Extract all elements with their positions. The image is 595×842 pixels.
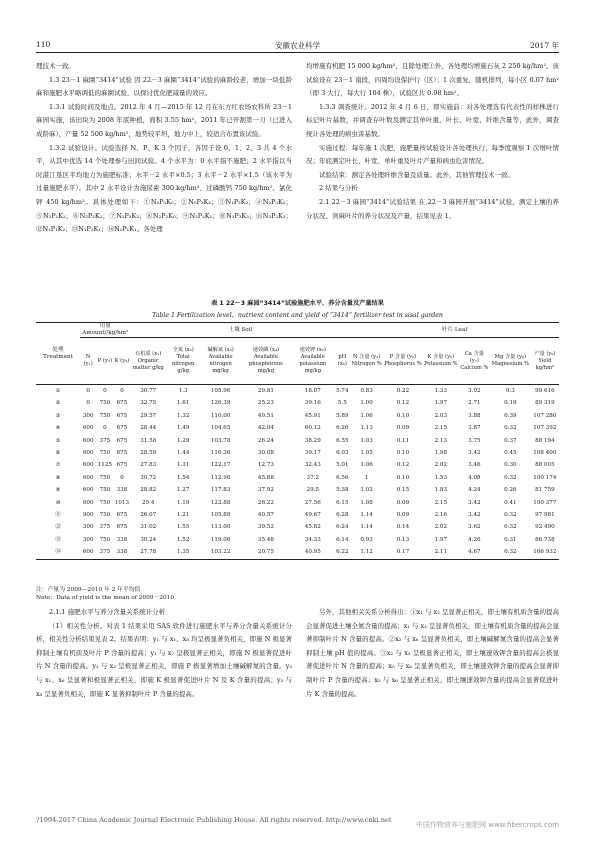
table-cell: 0	[120, 388, 124, 394]
table-cell: 600	[82, 462, 94, 469]
table-cell: 105.88	[210, 512, 231, 519]
table-cell: 750	[99, 499, 111, 506]
table-cell: ⑭	[36, 546, 80, 559]
table-cell: 338	[116, 536, 128, 543]
left-col-paragraph: 1.3.1 试验时间及地点。2012 年 4 月—2015 年 12 月在东方红农场农科所 23－1 麻园实施，该田块为 2008 年底种植，面积 3.55 hm²，2011 年已开割第一刀（已进入成龄麻），产量 52 500 kg/hm²，地势较平坦，地力中上，较适合布置该试验。	[36, 102, 292, 138]
table-cell: ③	[55, 412, 61, 419]
right-col-paragraph: 试验结束：测定各处理纤维含量及质量。此外，其他管理技术一致。	[319, 170, 514, 179]
right-col-paragraph: 2 结果与分析	[319, 184, 358, 193]
table-cell: 0.22	[396, 388, 410, 394]
table-row	[36, 422, 559, 434]
table-cell: 0.26	[504, 487, 517, 494]
table-cell: 92 490	[535, 524, 555, 531]
table-note-en: Note：Data of yield is the mean of 2009－2010	[36, 595, 175, 601]
table-cell: 2.11	[423, 546, 459, 559]
column-header: P (y₂)	[97, 357, 112, 364]
table-cell: 31.58	[140, 437, 157, 444]
table-cell: 600	[82, 474, 94, 481]
table-cell: 27.83	[140, 462, 157, 469]
table-cell: 5.38	[336, 487, 349, 494]
table-cell: 1.35	[166, 546, 201, 559]
table-cell: 105.96	[210, 388, 231, 394]
treatment-header: 处理 Treatment	[36, 323, 80, 385]
table-cell: 1.98	[434, 450, 448, 457]
table-cell: 113.00	[210, 524, 231, 531]
column-header: K (y₃)	[114, 357, 130, 364]
table-note-cn: 注：产量为 2009—2010 年 2 年平均值	[36, 587, 141, 593]
table-cell: 0.13	[396, 536, 410, 543]
table-cell: 49.51	[257, 412, 274, 419]
table-cell: 1.05	[360, 450, 373, 457]
table-cell: 5.5	[337, 400, 347, 407]
table-cell: 45.91	[304, 412, 321, 419]
table-cell: 1.06	[360, 462, 373, 469]
table-cell: 106 932	[531, 546, 559, 559]
table-cell: 0.30	[504, 462, 517, 469]
table-cell: 30.72	[140, 474, 157, 481]
table-cell: 97 981	[535, 512, 555, 519]
table-cell: ⑦	[55, 462, 61, 469]
table-cell: 116.36	[210, 450, 231, 457]
table-row	[36, 484, 559, 496]
table-cell: 1.06	[360, 412, 373, 419]
table-cell: 6.56	[336, 474, 349, 481]
table-cell: 0.11	[396, 437, 410, 444]
table-cell: 29.5	[306, 487, 320, 494]
table-cell: 39.16	[304, 400, 321, 407]
table-cell: 3.46	[468, 462, 481, 469]
table-cell: 28.44	[140, 425, 157, 432]
table-cell: 375	[99, 437, 111, 444]
table-cell: 37.2	[306, 474, 320, 481]
table-cell: 1.13	[360, 425, 373, 432]
table-cell: 1.31	[176, 462, 190, 469]
table-cell: 1.00	[360, 400, 373, 407]
table-cell: 5.74	[336, 388, 349, 394]
table-caption-en: Table 1 Fertilization level，nutrient content and yield of “3414” fertilizer test in sisal garden	[152, 312, 443, 319]
table-cell: 35.48	[257, 536, 274, 543]
table-cell: 2.16	[434, 512, 448, 519]
table-cell: ⑫	[55, 524, 61, 531]
table-cell: 29.81	[257, 388, 274, 394]
copyright-line: ?1994-2017 China Academic Journal Electronic Publishing House. All rights reserved. http://www.cnki.net	[36, 816, 392, 824]
table-cell: 6.28	[336, 512, 349, 519]
column-header: 碱解氮 (x₃) Available nitrogen mg/kg	[207, 347, 234, 374]
table-cell: 108 400	[533, 450, 557, 457]
table-cell: 900	[82, 512, 94, 519]
table-cell: ⑬	[55, 536, 61, 543]
table-cell: 0.32	[504, 425, 517, 432]
right-col-paragraph: 实施过程：每年施 1 次肥，施肥量按试验设计各处理执行；每季度观察 1 次增叶情况；年底测定叶长、叶宽、单叶重及叶片产量和病虫危害情况。	[306, 143, 559, 166]
table-cell: 1.29	[176, 437, 190, 444]
table-cell: ⑤	[55, 437, 61, 444]
table-cell: 1.61	[176, 400, 190, 407]
table-cell: 1.14	[360, 524, 373, 531]
table-cell: 30.08	[257, 450, 274, 457]
table-cell: 122.88	[210, 499, 231, 506]
table-cell: 5.89	[336, 412, 349, 419]
table-cell: 29.57	[140, 412, 157, 419]
table-cell: 600	[82, 450, 94, 457]
table-cell: 1.19	[176, 499, 190, 506]
table-cell: 1	[364, 474, 369, 481]
table-cell: 38.29	[304, 437, 321, 444]
table-cell: 3.87	[468, 425, 481, 432]
table-cell: 26.22	[257, 499, 274, 506]
table-cell: 1.54	[176, 474, 190, 481]
table-cell: 675	[116, 512, 128, 519]
left-col-paragraph: 理技术一致。	[36, 62, 75, 70]
table-cell: 12.73	[257, 462, 274, 469]
table-cell: 3.75	[468, 437, 481, 444]
table-cell: 88 005	[535, 462, 555, 469]
table-cell: 117.83	[210, 487, 231, 494]
table-cell: 20.75	[241, 546, 291, 559]
table-cell: 1.53	[434, 474, 448, 481]
table-cell: 2.03	[434, 412, 448, 419]
table-cell: 99 616	[535, 388, 555, 394]
table-cell: 49.67	[304, 512, 321, 519]
leaf-group-header: 叶片 Leaf	[350, 323, 559, 338]
journal-name: 安徽农业科学	[275, 41, 320, 50]
table-cell: 600	[82, 487, 94, 494]
left-col-paragraph: 1.3.2 试验设计。试验选择 N、P、K 3 个因子，各因子设 0、1、2、3 共 4 个水平，从其中优选 14 个处理参与田间试验。4 个水平为：0 水平指不施肥；2 水平指以当时湛江垦区平均地力为施肥标准；水平－2 水平×0.5；3 水平－2 水平×1.5（该水平为过量施肥水平）。其中 2 水平设计为施尿素 300 kg/hm²、过磷酸钙 750 kg/hm²、氯化钾 450 kg/hm²。具体处理如下：①N₀P₀K₀；②N₀P₂K₂；③N₁P₂K₂；④N₂P₀K₂；⑤N₂P₁K₂；⑥N₂P₂K₂；⑦N₂P₃K₂；⑧N₂P₂K₀；⑨N₂P₂K₁；⑩N₂P₂K₃；⑪N₃P₂K₂；⑫N₁P₁K₂；⑬N₁P₂K₁；⑭N₂P₁K₁。各处理	[36, 143, 292, 234]
table-cell: 126.39	[210, 400, 231, 407]
table-cell: 1.21	[176, 512, 190, 519]
table-cell: 2.02	[434, 462, 448, 469]
table-cell: 3.42	[468, 512, 481, 519]
column-header: K 含量 (y₆) Potassium %	[424, 354, 458, 367]
table-cell: 0.83	[360, 388, 373, 394]
table-cell: 81 759	[535, 487, 555, 494]
table-cell: 45.88	[257, 474, 274, 481]
table-cell: 0.31	[504, 536, 517, 543]
amount-group-header: 用量 Amount//kg/hm²	[80, 323, 131, 338]
table-row	[36, 546, 559, 559]
table-cell: 0.32	[504, 474, 517, 481]
table-cell: 2.71	[468, 400, 481, 407]
table-cell: 4.26	[468, 536, 481, 543]
table-cell: 2.13	[434, 437, 448, 444]
table-cell: 0.32	[490, 546, 531, 559]
table-cell: 30.24	[140, 536, 157, 543]
table-cell: 6.15	[336, 499, 349, 506]
table-cell: 0.17	[383, 546, 423, 559]
column-header: Mg 含量 (y₈) Magnesium %	[491, 354, 530, 367]
table-cell: 100 377	[533, 499, 557, 506]
table-cell: 300	[82, 524, 94, 531]
column-header: Ca 含量 (y₇) Calcium %	[460, 350, 489, 371]
table-cell: 0	[103, 425, 107, 432]
table-cell: ⑧	[55, 474, 61, 481]
publication-year: 2017 年	[530, 41, 559, 50]
table-cell: 0.12	[396, 462, 410, 469]
table-cell: 338	[116, 487, 128, 494]
right-column	[306, 60, 559, 310]
table-row	[36, 385, 559, 398]
column-header: 速效磷 (x₄) Available phosphorous mg/kg	[248, 347, 283, 374]
table-cell: 39.52	[257, 524, 274, 531]
table-cell: 2.15	[434, 499, 448, 506]
left-col-paragraph: 1.3 23－1 麻園“3414”试验 因 22－3 麻園“3414”试验的麻龄较老，增加一块低龄麻和施肥水平略调低的麻園试验，以探讨优化肥减量的效应。	[36, 75, 292, 98]
table-cell: 28.59	[140, 450, 157, 457]
table-cell: 107 392	[533, 425, 557, 432]
table-cell: 112.98	[210, 474, 231, 481]
watermark: 中国作物营养与施肥网 www.fibercrops.com	[416, 821, 559, 829]
table-cell: 338	[113, 546, 130, 559]
table-cell: 675	[116, 462, 128, 469]
table-cell: 39.17	[304, 450, 321, 457]
table-cell: 0.93	[360, 536, 373, 543]
table-cell: 6.22	[334, 546, 350, 559]
table-cell: 750	[99, 512, 111, 519]
right-col-paragraph: 2.1 22－3 麻园“3414”试验结果 在 22－3 麻园开展“3414”试验，测定土壤的养分状况、剑麻叶片的养分状况及产量，结果见表 1。	[306, 197, 559, 220]
table-cell: 107 280	[533, 412, 557, 419]
table-cell: 4.67	[459, 546, 490, 559]
table-cell: 1.27	[176, 487, 190, 494]
table-cell: 1.3	[178, 388, 188, 394]
table-row	[36, 397, 559, 409]
table-cell: 29.4	[141, 499, 155, 506]
table-cell: 31.02	[140, 524, 157, 531]
table-cell: 1.33	[434, 388, 448, 394]
table-cell: 1.08	[360, 499, 373, 506]
table-cell: 675	[116, 524, 128, 531]
table-cell: 675	[116, 437, 128, 444]
table-cell: 40.57	[257, 512, 274, 519]
table-row	[36, 509, 559, 521]
table-cell: 4.24	[468, 487, 481, 494]
table-cell: 5.01	[336, 462, 349, 469]
table-cell: 45.82	[304, 524, 321, 531]
table-cell: 1.83	[434, 487, 448, 494]
lower-left-paragraph: 2.1.1 施肥水平与养分含量关系统计分析	[49, 608, 166, 616]
table-cell: ⑥	[55, 450, 61, 457]
table-cell: 103.22	[201, 546, 241, 559]
table-cell: 40.95	[291, 546, 334, 559]
table-cell: 0.14	[396, 524, 410, 531]
table-cell: 1.14	[360, 512, 373, 519]
table-cell: 0.3	[505, 388, 515, 394]
table-cell: 0.12	[396, 400, 410, 407]
table-cell: 28.82	[140, 487, 157, 494]
table-cell: 0.45	[504, 450, 517, 457]
column-header: 全氮 (x₂) Total nitrogen g/kg	[171, 347, 195, 374]
table-cell: 6.14	[336, 536, 349, 543]
table-row	[36, 534, 559, 546]
table-cell: 18.07	[304, 388, 321, 394]
table-cell: 0	[86, 388, 90, 394]
table-cell: 3.92	[468, 388, 481, 394]
table-cell: 600	[82, 437, 94, 444]
table-note	[36, 586, 174, 602]
table-cell: 30.77	[140, 388, 157, 394]
lower-left-column	[36, 606, 292, 806]
table-cell: 88 194	[535, 437, 555, 444]
table-cell: 0	[86, 400, 90, 407]
table-cell: 110.00	[210, 412, 231, 419]
table-cell: 6.03	[336, 450, 349, 457]
table-cell: ④	[55, 425, 61, 432]
column-header: 有机质 (x₁) Organic matter g/kg	[132, 350, 164, 371]
column-header: N (y₁)	[83, 354, 93, 367]
table-cell: 0.41	[504, 499, 517, 506]
column-header: P 含量 (y₅) Phosphorus %	[384, 354, 422, 367]
table-cell: 27.78	[131, 546, 166, 559]
table-cell: 34.33	[304, 536, 321, 543]
table-cell: 1.97	[434, 536, 448, 543]
table-cell: 675	[116, 425, 128, 432]
table-cell: 1125	[97, 462, 112, 469]
table-cell: 0.37	[504, 437, 517, 444]
table-cell: ⑨	[55, 487, 61, 494]
table-cell: 0.39	[504, 412, 517, 419]
table-cell: 0.10	[396, 474, 410, 481]
right-col-paragraph: 1.3.3 调查统计。2012 年 4 月 6 日，即实施前：对各处理选有代表性的样株进行标记叶片基数，并调查存叶数及测定其单叶重、叶长、叶宽、纤维含量等，此外，调查统计各处理的病虫害基数。	[306, 102, 559, 138]
table-cell: 2.02	[434, 524, 448, 531]
table-cell: 675	[116, 450, 128, 457]
table-cell: 3.62	[468, 524, 481, 531]
lower-right-paragraph: 另外，其他相关关系分析得出：①x₁ 与 x₂ 呈显著正相关，即土壤有机质含量的提高会显著促进土壤全氮含量的提高；x₁ 与 x₃ 呈显著负相关，即土壤有机质含量的提高会显著抑制叶片 N 含量的提高。②x₂ 与 x₆ 呈显著负相关，即土壤碱解氮含量的提高会显著抑制土壤 pH 值的提高。③x₂ 与 x₅ 呈极显著正相关，即土壤速效钾含量的提高会极显著促进叶片 N 含量的提高；x₅ 与 x₈ 呈显著负相关，即土壤速效钾含量的提高会显著抑制叶片 P 含量的提高；x₅ 与 x₆ 呈显著正相关，即土壤速效钾含量的提高会显著促进叶片 K 含量的提高。	[306, 608, 559, 698]
column-header: N 含量 (y₄) Nitrogen %	[351, 354, 382, 367]
column-header: 产量 (y₉) Yield kg/hm²	[534, 350, 556, 371]
table-cell: 32.43	[304, 462, 321, 469]
table-cell: 750	[99, 487, 111, 494]
table-cell: 3.42	[468, 450, 481, 457]
table-cell: 0.09	[396, 499, 410, 506]
table-cell: 0.10	[396, 450, 410, 457]
table-row	[36, 497, 559, 509]
table-cell: 103.78	[210, 437, 231, 444]
table-cell: 750	[99, 450, 111, 457]
table-cell: 600	[80, 546, 96, 559]
column-header: 速效钾 (x₅) Available potassium mg/kg	[299, 347, 327, 374]
table-row	[36, 472, 559, 484]
table-cell: 375	[99, 524, 111, 531]
table-cell: 37.92	[257, 487, 274, 494]
table-cell: 750	[99, 536, 111, 543]
table-cell: 100 174	[533, 474, 557, 481]
table-cell: 1.49	[176, 425, 190, 432]
header-rule	[36, 52, 559, 53]
table-cell: 375	[96, 546, 113, 559]
lower-right-column	[306, 606, 559, 806]
table-cell: 26.07	[140, 512, 157, 519]
table-row	[36, 447, 559, 459]
table-cell: 750	[99, 412, 111, 419]
table-cell: 675	[116, 400, 128, 407]
table-cell: 1.02	[360, 487, 373, 494]
table-cell: 600	[82, 425, 94, 432]
table-caption-cn: 表 1 22－3 麻园“3414”试验施肥水平、养分含量及产量结果	[211, 300, 384, 307]
table-cell: 27.56	[304, 499, 321, 506]
table-cell: 104.65	[210, 425, 231, 432]
table-cell: 1.12	[350, 546, 383, 559]
data-table	[36, 322, 559, 560]
table-cell: 675	[116, 412, 128, 419]
table-row	[36, 459, 559, 471]
table-row	[36, 410, 559, 422]
table-cell: 1.44	[176, 450, 190, 457]
table-cell: 3.88	[468, 412, 481, 419]
table-cell: 0.19	[504, 400, 517, 407]
table-cell: 0.10	[396, 412, 410, 419]
table-cell: 0.09	[396, 512, 410, 519]
table-cell: 1.03	[360, 437, 373, 444]
table-cell: 122.17	[210, 462, 231, 469]
table-cell: 0.09	[396, 425, 410, 432]
table-cell: 1.55	[176, 524, 190, 531]
table-cell: 0	[103, 388, 107, 394]
table-cell: 300	[82, 412, 94, 419]
table-cell: 4.08	[468, 474, 481, 481]
table-cell: 89 319	[535, 400, 555, 407]
column-header: pH (x₆)	[337, 354, 347, 367]
table-cell: 1013	[114, 499, 130, 506]
table-cell: 0	[120, 474, 124, 481]
left-column	[36, 60, 292, 310]
table-cell: 0.32	[504, 524, 517, 531]
table-cell: 42.04	[257, 425, 274, 432]
table-row	[36, 435, 559, 447]
table-cell: 1.52	[176, 536, 190, 543]
table-cell: 0.32	[504, 512, 517, 519]
table-cell: 32.75	[140, 400, 157, 407]
table-cell: 300	[82, 536, 94, 543]
table-cell: 1.32	[176, 412, 190, 419]
table-cell: ①	[55, 388, 61, 394]
table-cell: 6.26	[336, 425, 349, 432]
soil-group-header: 土壤 Soil	[131, 323, 351, 338]
table-cell: 0.15	[396, 487, 410, 494]
table-row	[36, 521, 559, 533]
lower-left-paragraph: （1）相关性分析。对表 1 结果采用 SAS 软件进行施肥水平与养分含量关系统计分析，相关性分析结果见表 2。结果表明：y₁ 与 x₁、x₆ 均呈极显著负相关，即施 N 极显著抑制土壤有机质及叶片 P 含量的提高；y₁ 与 x₇ 呈极显著正相关，即施 N 极显著促进叶片 N 含量的提高。y₂ 与 x₃ 呈极显著正相关，即施 P 极显著增加土壤碱解氮的含量。y₃ 与 x₁、x₆ 呈显著和极显著正相关，即施 K 极显著促进叶片 N 及 K 含量的提高；y₃ 与 x₈ 呈显著负相关，即施 K 显著抑制叶片 P 含量的提高。	[36, 621, 292, 698]
table-cell: 25.23	[257, 400, 274, 407]
table-cell: 750	[99, 400, 111, 407]
right-col-paragraph: 均增施有机肥 15 000 kg/hm²，且除处理①外，各处理均增施石灰 2 250 kg/hm²。该试验设在 23－1 南段，四周均设保护行（区）；1 次重复，随机排列，每小区 0.07 hm²（即 3 大行，每大行 104 株），试验区共 0.98 hm²。	[306, 62, 559, 98]
table-cell: 750	[99, 474, 111, 481]
table-cell: 119.06	[210, 536, 231, 543]
table-cell: 60.12	[304, 425, 321, 432]
table-cell: 2.15	[434, 425, 448, 432]
table-cell: 86 738	[535, 536, 555, 543]
table-cell: 6.24	[336, 524, 349, 531]
table-cell: 3.42	[468, 499, 481, 506]
page-number: 110	[36, 40, 51, 49]
table-cell: ⑪	[55, 512, 61, 519]
table-cell: 26.24	[257, 437, 274, 444]
table-cell: 6.55	[336, 437, 349, 444]
table-cell: 600	[82, 499, 94, 506]
table-cell: 1.97	[434, 400, 448, 407]
table-cell: ②	[55, 400, 61, 407]
table-cell: ⑩	[55, 499, 61, 506]
